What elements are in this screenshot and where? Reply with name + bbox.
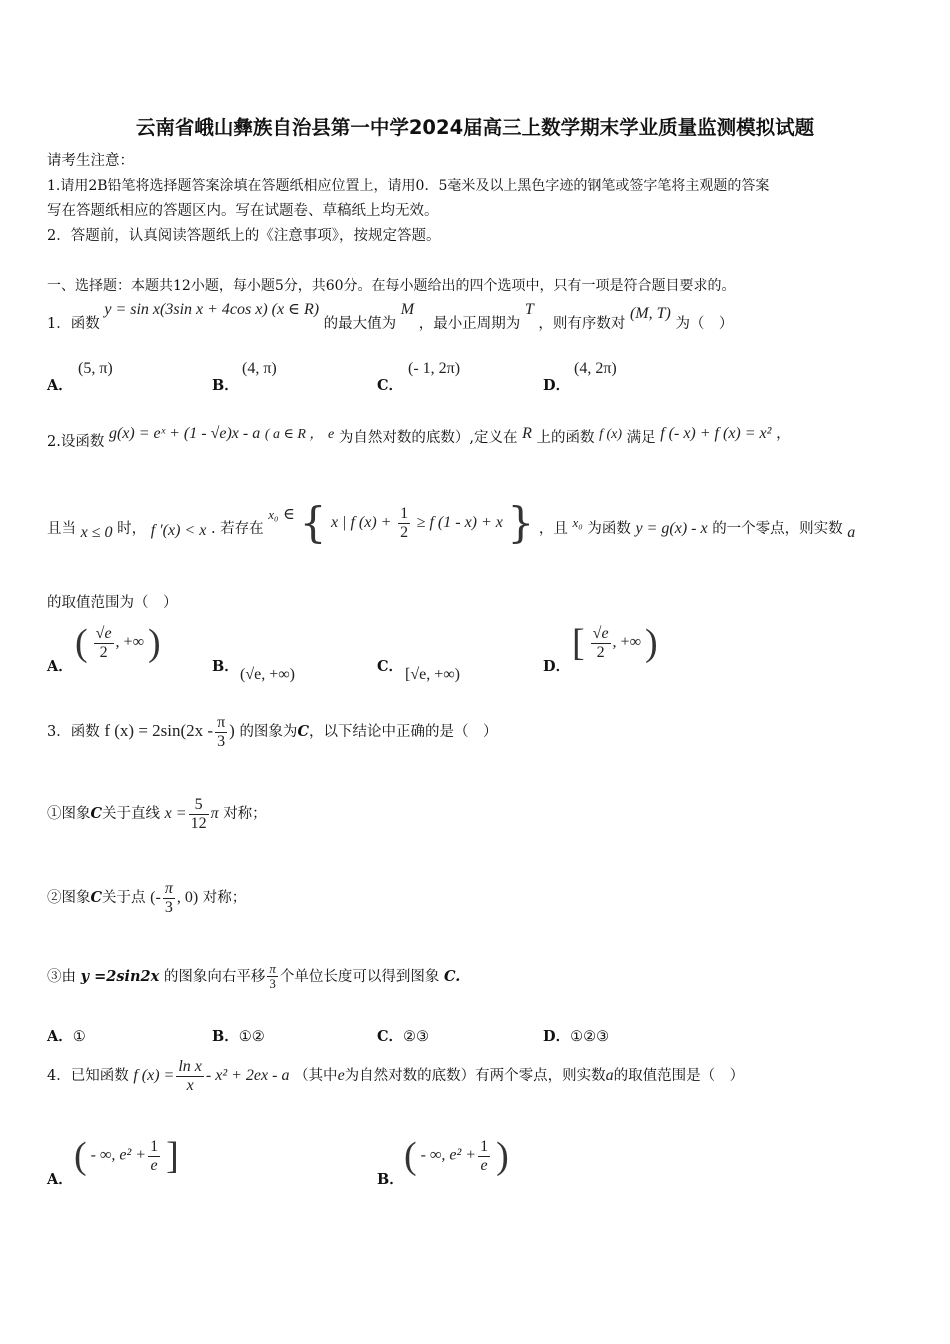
q2-option-d-denominator: 2 — [596, 643, 605, 661]
page-title: 云南省峨山彝族自治县第一中学2024届高三上数学期末学业质量监测模拟试题 — [135, 116, 815, 139]
q4-option-b-value — [404, 1137, 509, 1175]
q3-s3-pre: ③由 — [47, 968, 76, 985]
q3-s2-denominator: 3 — [164, 898, 173, 916]
q3-text-1: 的图象为 — [239, 724, 298, 741]
q2-f-prime: f ′(x) < x — [150, 522, 207, 539]
q1-function: y = sin x(3sin x + 4cos x) (x ∈ R) — [104, 301, 320, 318]
q4-option-b-pre: - ∞, e² + — [420, 1146, 477, 1164]
q2-option-b-value: (√e, +∞) — [240, 666, 295, 683]
q1-T: T — [524, 301, 534, 318]
q3-s3-denominator: 3 — [269, 976, 276, 992]
q2-set-a: x | f (x) + — [330, 514, 392, 531]
q2-option-d-value — [572, 624, 658, 662]
q3-option-b-label: B． — [212, 1028, 239, 1045]
section-heading: 一、选择题：本题共12小题，每小题5分，共60分。在每小题给出的四个选项中，只有一项是符合题目要求的。 — [47, 278, 736, 294]
question-2-line-2 — [47, 498, 856, 547]
q2-set-b: ≥ f (1 - x) + x — [416, 514, 503, 531]
q4-option-b-left-paren: ( — [404, 1135, 417, 1177]
q2-line2-text-a: 且当 — [47, 521, 76, 537]
q2-e: e — [328, 427, 335, 442]
q3-three: 3 — [217, 732, 226, 750]
q2-x0: x₀ — [268, 507, 279, 522]
q2-text-2: 上的函数 — [536, 430, 595, 446]
q3-s1-C: C — [90, 805, 103, 823]
q1-option-a-value: (5, π) — [78, 360, 113, 377]
q3-number: 3．函数 — [47, 724, 100, 741]
q2-option-a-fraction — [94, 625, 114, 661]
q1-M: M — [400, 301, 415, 318]
q3-statement-2 — [47, 880, 246, 916]
q3-s2-mid: 关于点 — [102, 890, 146, 907]
q4-option-b-numerator: 1 — [480, 1137, 489, 1155]
q2-half-numerator: 1 — [400, 504, 409, 522]
q1-option-d-value: (4, 2π) — [574, 360, 617, 377]
q2-g-function: g(x) = eˣ + (1 - √e)x - a — [108, 425, 261, 442]
q3-option-c-value: ②③ — [403, 1029, 430, 1045]
notice-item-1-line-2: 写在答题纸相应的答题区内。写在试题卷、草稿纸上均无效。 — [47, 203, 439, 219]
q3-s1-x: x = — [164, 805, 187, 823]
q2-x0-zero: x₀ — [572, 515, 583, 530]
q2-line2-text-f: 的一个零点，则实数 — [712, 521, 843, 537]
q3-option-d-label: D． — [543, 1028, 571, 1045]
q4-option-a-pre: - ∞, e² + — [90, 1146, 147, 1164]
q4-ln-numerator: ln x — [178, 1058, 202, 1075]
q3-option-b — [212, 1025, 265, 1046]
q2-text-3: 满足 — [626, 430, 656, 446]
q3-text-2: ，以下结论中正确的是（ ） — [308, 724, 498, 741]
q2-option-a-numerator: √e — [95, 624, 112, 642]
q3-statement-1 — [47, 796, 267, 832]
q3-s2-pre: ②图象 — [47, 890, 91, 907]
q3-s2-a: (- — [150, 889, 161, 907]
q2-option-a-denominator: 2 — [99, 643, 108, 661]
q3-s1-pre: ①图象 — [47, 806, 91, 823]
question-2-line-3: 的取值范围为（ ） — [47, 595, 178, 611]
q4-e: e — [337, 1067, 345, 1085]
q2-option-d-left-bracket: [ — [572, 622, 585, 664]
q4-ln-fraction — [176, 1058, 204, 1094]
q2-line2-text-c: . 若存在 — [210, 521, 264, 537]
q3-function-b: ) — [229, 721, 235, 741]
q3-pi: π — [217, 714, 226, 731]
q1-text-1: 的最大值为 — [323, 316, 397, 332]
q3-option-b-value: ①② — [238, 1029, 265, 1045]
q4-text-2: 为自然对数的底数）有两个零点，则实数 — [344, 1068, 606, 1085]
q3-s1-fraction — [189, 796, 209, 832]
q2-option-d-numerator: √e — [592, 624, 609, 642]
q3-s1-denominator: 12 — [190, 814, 207, 832]
q2-option-d-label: D． — [543, 658, 571, 675]
q3-s1-mid: 关于直线 — [102, 806, 161, 823]
notice-item-1-line-1: 1.请用2B铅笔将选择题答案涂填在答题纸相应位置上，请用0．5毫米及以上黑色字迹的钢笔或签字笔将主观题的答案 — [47, 178, 770, 194]
q2-R: R — [522, 425, 532, 442]
q3-s3-fraction — [267, 962, 278, 992]
q2-option-a-value — [75, 624, 161, 662]
q1-option-c-value: (- 1, 2π) — [408, 360, 461, 377]
q3-s2-fraction — [163, 880, 175, 916]
q2-option-d-fraction — [591, 625, 611, 661]
q4-option-a-denominator: e — [150, 1156, 158, 1174]
q2-left-brace: { — [299, 498, 327, 547]
q4-option-a-fraction — [148, 1138, 160, 1174]
q1-option-b-label: B． — [212, 377, 239, 394]
q2-text-1: 为自然对数的底数）,定义在 — [338, 430, 518, 446]
q2-f: f (x) — [599, 427, 622, 442]
q2-right-brace: } — [507, 498, 535, 547]
notice-item-2: 2．答题前，认真阅读答题纸上的《注意事项》，按规定答题。 — [47, 228, 441, 244]
q3-s1-pi: π — [210, 805, 219, 823]
q3-C: C — [297, 723, 309, 741]
q1-option-a-label: A． — [47, 377, 73, 394]
notice-heading: 请考生注意： — [47, 153, 134, 169]
q2-line2-text-b: 时， — [117, 521, 147, 537]
q3-s3-numerator: π — [269, 961, 276, 976]
q1-text-3: ，则有序数对 — [538, 316, 626, 332]
q2-option-b-label: B． — [212, 658, 239, 675]
q2-half-fraction — [398, 505, 410, 541]
q2-option-a-tail: , +∞ — [115, 633, 144, 651]
q4-ln-denominator: x — [186, 1076, 194, 1094]
q2-option-a-label: A． — [47, 658, 73, 675]
q2-option-d-tail: , +∞ — [612, 633, 641, 651]
q2-option-c-value: [√e, +∞) — [405, 666, 460, 683]
q2-set-in: ∈ — [283, 506, 296, 523]
q2-option-d-right-paren: ) — [644, 622, 658, 664]
q3-s2-numerator: π — [164, 880, 173, 897]
q3-s3-y: y =2sin2x — [80, 967, 160, 985]
q2-y-g: y = g(x) - x — [635, 520, 708, 537]
q1-text-2: ，最小正周期为 — [418, 316, 521, 332]
q2-equation: f (- x) + f (x) = x² — [660, 425, 772, 442]
q3-option-c — [377, 1025, 429, 1046]
q1-option-c-label: C． — [377, 377, 404, 394]
q4-a: a — [605, 1067, 614, 1085]
q4-option-a-left-paren: ( — [74, 1135, 87, 1177]
q1-number: 1．函数 — [47, 316, 100, 332]
q3-s3-C: C. — [444, 967, 461, 985]
q4-text-1: （其中 — [294, 1068, 338, 1085]
q3-statement-3 — [47, 962, 460, 992]
q3-pi-over-3 — [215, 714, 227, 750]
q4-number: 4．已知函数 — [47, 1068, 129, 1085]
q4-option-a-label: A． — [47, 1171, 73, 1188]
q2-line2-text-d: ，且 — [538, 521, 568, 537]
q3-s2-post: 对称； — [202, 890, 247, 907]
q4-option-a-numerator: 1 — [150, 1137, 159, 1155]
q2-number: 2.设函数 — [47, 434, 105, 450]
q2-condition: ( a ∈ R ， — [264, 427, 324, 442]
q3-s3-post: 个单位长度可以得到图象 — [279, 968, 440, 985]
q3-option-d-value: ①②③ — [570, 1029, 610, 1045]
q1-pair: (M, T) — [629, 305, 671, 322]
q4-option-b-denominator: e — [480, 1156, 488, 1174]
q1-option-b-value: (4, π) — [242, 360, 277, 377]
q4-option-b-fraction — [478, 1138, 490, 1174]
q4-option-b-label: B． — [377, 1171, 404, 1188]
q1-text-4: 为（ ） — [675, 316, 734, 332]
q2-half-denominator: 2 — [400, 523, 409, 541]
q3-s3-mid: 的图象向右平移 — [163, 968, 266, 985]
q3-option-c-label: C． — [377, 1028, 404, 1045]
q4-text-3: 的取值范围是（ ） — [613, 1068, 745, 1085]
q2-a: a — [847, 524, 856, 541]
q3-option-a-value: ① — [72, 1029, 86, 1045]
question-2-line-1 — [47, 424, 791, 451]
q3-option-a — [47, 1025, 86, 1046]
q1-option-d-label: D． — [543, 377, 571, 394]
q2-option-a-right-paren: ) — [147, 622, 161, 664]
question-3 — [47, 714, 497, 750]
q3-option-d — [543, 1025, 609, 1046]
q4-option-a-value — [74, 1137, 179, 1175]
q3-s1-numerator: 5 — [189, 796, 209, 815]
q3-function-a: f (x) = 2sin(2x - — [104, 721, 214, 741]
question-4 — [47, 1058, 744, 1094]
q2-line2-text-e: 为函数 — [587, 521, 631, 537]
q3-s1-post: 对称； — [223, 806, 267, 823]
q3-option-a-label: A． — [47, 1028, 73, 1045]
q2-text-4: ， — [776, 426, 791, 442]
q4-option-b-right-paren: ) — [496, 1135, 509, 1177]
q2-option-c-label: C． — [377, 658, 404, 675]
q4-option-a-right-bracket: ] — [166, 1135, 179, 1177]
q4-rest: - x² + 2ex - a — [205, 1067, 290, 1085]
q2-x-le-0: x ≤ 0 — [80, 524, 113, 541]
q3-s2-b: , 0) — [176, 889, 199, 907]
q4-f: f (x) = — [133, 1067, 175, 1085]
q3-s2-C: C — [90, 889, 103, 907]
q2-option-a-left-paren: ( — [75, 622, 88, 664]
question-1 — [47, 300, 733, 333]
